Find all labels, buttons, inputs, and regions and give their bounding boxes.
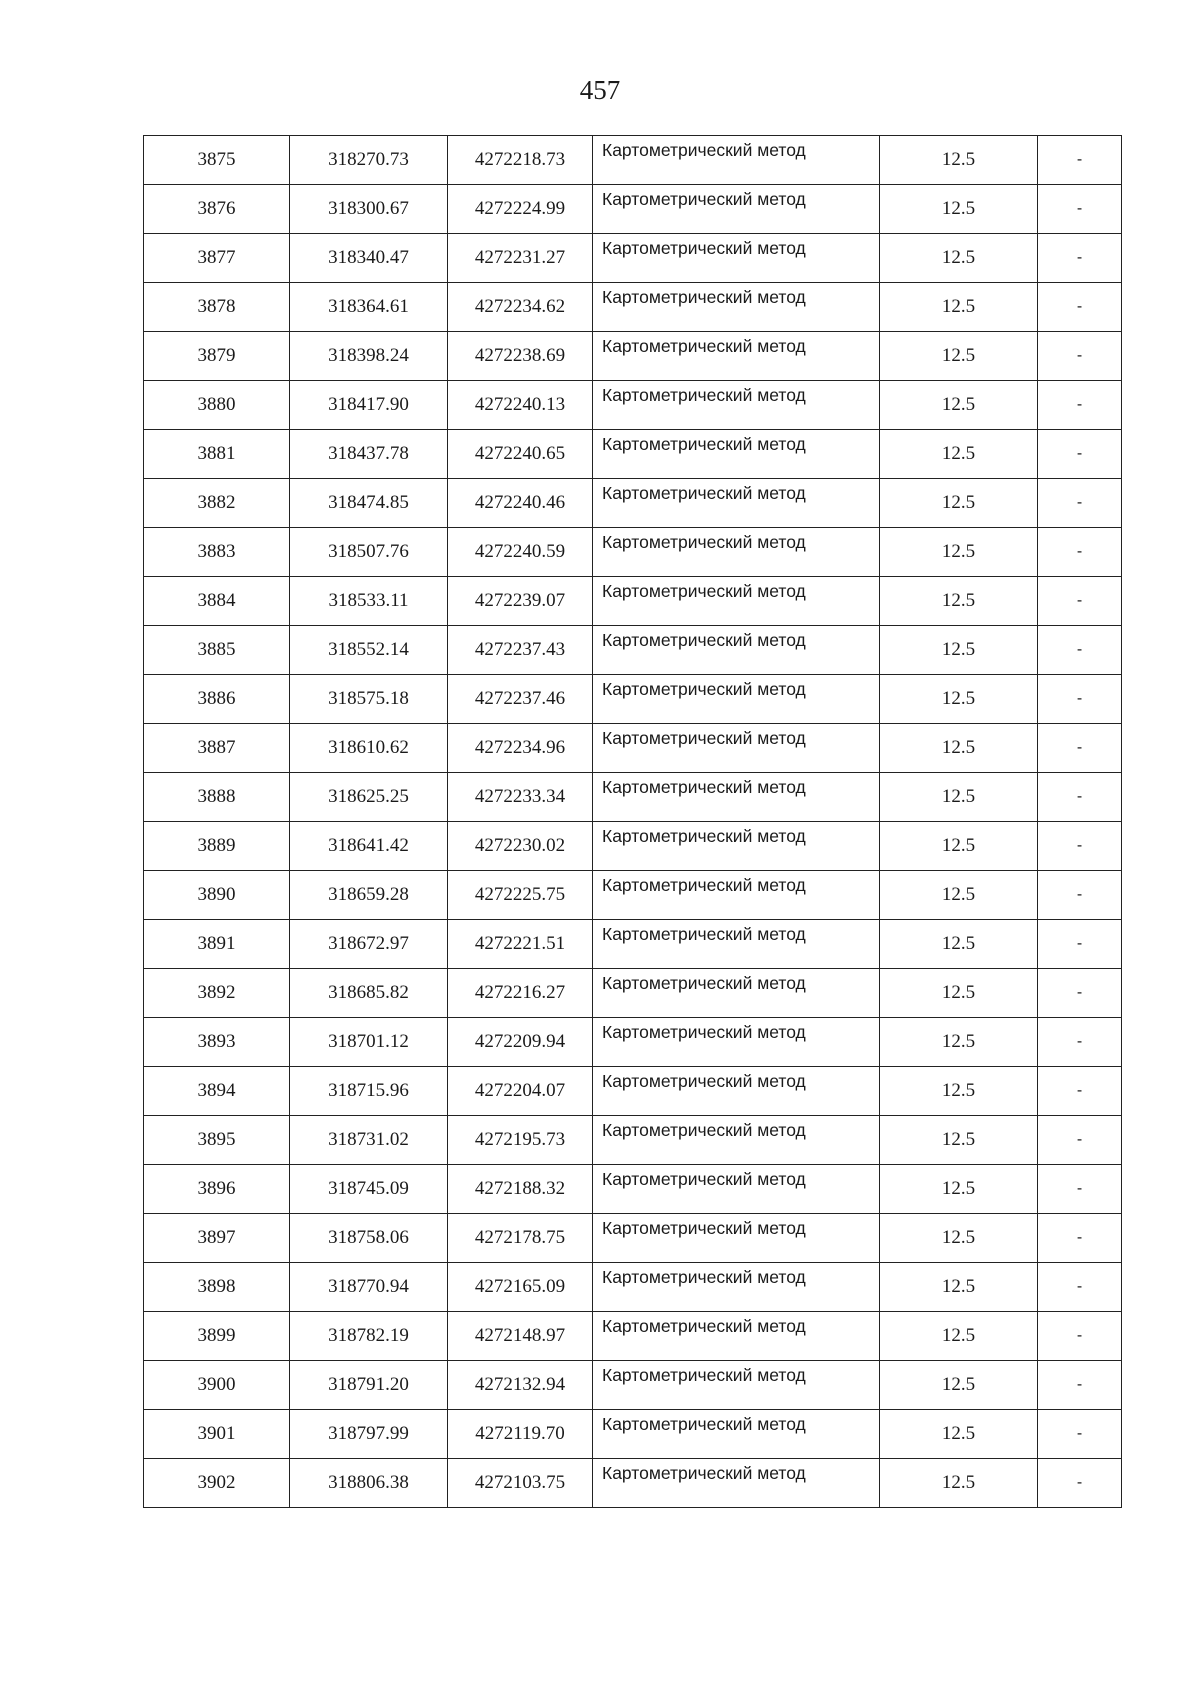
method-cell: Картометрический метод — [593, 185, 880, 234]
accuracy-cell: 12.5 — [880, 626, 1038, 675]
point-number-cell: 3883 — [144, 528, 290, 577]
accuracy-cell: 12.5 — [880, 1067, 1038, 1116]
x-coordinate-cell: 318300.67 — [290, 185, 448, 234]
method-cell: Картометрический метод — [593, 1263, 880, 1312]
y-coordinate-cell: 4272237.46 — [448, 675, 593, 724]
point-number-cell: 3890 — [144, 871, 290, 920]
accuracy-cell: 12.5 — [880, 577, 1038, 626]
x-coordinate-cell: 318610.62 — [290, 724, 448, 773]
x-coordinate-cell: 318806.38 — [290, 1459, 448, 1508]
method-cell: Картометрический метод — [593, 136, 880, 185]
note-cell: - — [1038, 479, 1122, 528]
point-number-cell: 3882 — [144, 479, 290, 528]
table-row — [144, 1067, 1122, 1116]
accuracy-cell: 12.5 — [880, 822, 1038, 871]
note-cell: - — [1038, 1067, 1122, 1116]
y-coordinate-cell: 4272238.69 — [448, 332, 593, 381]
note-cell: - — [1038, 773, 1122, 822]
method-cell: Картометрический метод — [593, 969, 880, 1018]
table-row — [144, 528, 1122, 577]
x-coordinate-cell: 318641.42 — [290, 822, 448, 871]
method-cell: Картометрический метод — [593, 822, 880, 871]
x-coordinate-cell: 318701.12 — [290, 1018, 448, 1067]
table-row — [144, 332, 1122, 381]
table-row — [144, 1116, 1122, 1165]
accuracy-cell: 12.5 — [880, 773, 1038, 822]
table-row — [144, 1214, 1122, 1263]
y-coordinate-cell: 4272178.75 — [448, 1214, 593, 1263]
method-cell: Картометрический метод — [593, 724, 880, 773]
note-cell: - — [1038, 1312, 1122, 1361]
note-cell: - — [1038, 871, 1122, 920]
table-row — [144, 1312, 1122, 1361]
y-coordinate-cell: 4272221.51 — [448, 920, 593, 969]
note-cell: - — [1038, 234, 1122, 283]
accuracy-cell: 12.5 — [880, 430, 1038, 479]
note-cell: - — [1038, 136, 1122, 185]
x-coordinate-cell: 318715.96 — [290, 1067, 448, 1116]
accuracy-cell: 12.5 — [880, 1116, 1038, 1165]
x-coordinate-cell: 318685.82 — [290, 969, 448, 1018]
method-cell: Картометрический метод — [593, 430, 880, 479]
table-row — [144, 1410, 1122, 1459]
y-coordinate-cell: 4272239.07 — [448, 577, 593, 626]
point-number-cell: 3896 — [144, 1165, 290, 1214]
x-coordinate-cell: 318552.14 — [290, 626, 448, 675]
coordinates-table-body — [144, 136, 1122, 1508]
table-row — [144, 920, 1122, 969]
x-coordinate-cell: 318507.76 — [290, 528, 448, 577]
y-coordinate-cell: 4272240.65 — [448, 430, 593, 479]
accuracy-cell: 12.5 — [880, 332, 1038, 381]
accuracy-cell: 12.5 — [880, 1459, 1038, 1508]
method-cell: Картометрический метод — [593, 1067, 880, 1116]
x-coordinate-cell: 318364.61 — [290, 283, 448, 332]
y-coordinate-cell: 4272119.70 — [448, 1410, 593, 1459]
method-cell: Картометрический метод — [593, 381, 880, 430]
method-cell: Картометрический метод — [593, 1361, 880, 1410]
y-coordinate-cell: 4272237.43 — [448, 626, 593, 675]
note-cell: - — [1038, 1116, 1122, 1165]
method-cell: Картометрический метод — [593, 234, 880, 283]
method-cell: Картометрический метод — [593, 871, 880, 920]
table-row — [144, 136, 1122, 185]
point-number-cell: 3875 — [144, 136, 290, 185]
method-cell: Картометрический метод — [593, 773, 880, 822]
page-number: 457 — [579, 75, 621, 105]
table-row — [144, 724, 1122, 773]
note-cell: - — [1038, 1263, 1122, 1312]
accuracy-cell: 12.5 — [880, 969, 1038, 1018]
note-cell: - — [1038, 381, 1122, 430]
accuracy-cell: 12.5 — [880, 234, 1038, 283]
point-number-cell: 3881 — [144, 430, 290, 479]
note-cell: - — [1038, 920, 1122, 969]
coordinates-table — [143, 135, 1122, 1508]
table-row — [144, 1459, 1122, 1508]
note-cell: - — [1038, 528, 1122, 577]
y-coordinate-cell: 4272224.99 — [448, 185, 593, 234]
method-cell: Картометрический метод — [593, 1459, 880, 1508]
y-coordinate-cell: 4272233.34 — [448, 773, 593, 822]
point-number-cell: 3884 — [144, 577, 290, 626]
point-number-cell: 3901 — [144, 1410, 290, 1459]
point-number-cell: 3888 — [144, 773, 290, 822]
accuracy-cell: 12.5 — [880, 1214, 1038, 1263]
table-row — [144, 871, 1122, 920]
table-row — [144, 479, 1122, 528]
point-number-cell: 3895 — [144, 1116, 290, 1165]
table-row — [144, 185, 1122, 234]
table-row — [144, 1361, 1122, 1410]
table-row — [144, 577, 1122, 626]
table-row — [144, 626, 1122, 675]
x-coordinate-cell: 318797.99 — [290, 1410, 448, 1459]
table-row — [144, 969, 1122, 1018]
y-coordinate-cell: 4272234.62 — [448, 283, 593, 332]
point-number-cell: 3887 — [144, 724, 290, 773]
accuracy-cell: 12.5 — [880, 1312, 1038, 1361]
accuracy-cell: 12.5 — [880, 185, 1038, 234]
point-number-cell: 3900 — [144, 1361, 290, 1410]
accuracy-cell: 12.5 — [880, 1263, 1038, 1312]
y-coordinate-cell: 4272165.09 — [448, 1263, 593, 1312]
note-cell: - — [1038, 1410, 1122, 1459]
note-cell: - — [1038, 724, 1122, 773]
y-coordinate-cell: 4272234.96 — [448, 724, 593, 773]
y-coordinate-cell: 4272204.07 — [448, 1067, 593, 1116]
y-coordinate-cell: 4272216.27 — [448, 969, 593, 1018]
accuracy-cell: 12.5 — [880, 136, 1038, 185]
x-coordinate-cell: 318791.20 — [290, 1361, 448, 1410]
accuracy-cell: 12.5 — [880, 381, 1038, 430]
note-cell: - — [1038, 1165, 1122, 1214]
table-row — [144, 1263, 1122, 1312]
point-number-cell: 3899 — [144, 1312, 290, 1361]
y-coordinate-cell: 4272240.46 — [448, 479, 593, 528]
x-coordinate-cell: 318659.28 — [290, 871, 448, 920]
point-number-cell: 3877 — [144, 234, 290, 283]
method-cell: Картометрический метод — [593, 675, 880, 724]
y-coordinate-cell: 4272240.13 — [448, 381, 593, 430]
note-cell: - — [1038, 185, 1122, 234]
point-number-cell: 3902 — [144, 1459, 290, 1508]
method-cell: Картометрический метод — [593, 1116, 880, 1165]
point-number-cell: 3879 — [144, 332, 290, 381]
x-coordinate-cell: 318398.24 — [290, 332, 448, 381]
y-coordinate-cell: 4272103.75 — [448, 1459, 593, 1508]
x-coordinate-cell: 318625.25 — [290, 773, 448, 822]
point-number-cell: 3880 — [144, 381, 290, 430]
y-coordinate-cell: 4272148.97 — [448, 1312, 593, 1361]
accuracy-cell: 12.5 — [880, 1410, 1038, 1459]
accuracy-cell: 12.5 — [880, 1018, 1038, 1067]
accuracy-cell: 12.5 — [880, 283, 1038, 332]
method-cell: Картометрический метод — [593, 1214, 880, 1263]
y-coordinate-cell: 4272188.32 — [448, 1165, 593, 1214]
method-cell: Картометрический метод — [593, 1410, 880, 1459]
x-coordinate-cell: 318758.06 — [290, 1214, 448, 1263]
note-cell: - — [1038, 283, 1122, 332]
y-coordinate-cell: 4272240.59 — [448, 528, 593, 577]
point-number-cell: 3878 — [144, 283, 290, 332]
point-number-cell: 3889 — [144, 822, 290, 871]
accuracy-cell: 12.5 — [880, 479, 1038, 528]
accuracy-cell: 12.5 — [880, 920, 1038, 969]
y-coordinate-cell: 4272132.94 — [448, 1361, 593, 1410]
accuracy-cell: 12.5 — [880, 1165, 1038, 1214]
y-coordinate-cell: 4272218.73 — [448, 136, 593, 185]
method-cell: Картометрический метод — [593, 479, 880, 528]
method-cell: Картометрический метод — [593, 1018, 880, 1067]
point-number-cell: 3891 — [144, 920, 290, 969]
x-coordinate-cell: 318782.19 — [290, 1312, 448, 1361]
accuracy-cell: 12.5 — [880, 1361, 1038, 1410]
accuracy-cell: 12.5 — [880, 528, 1038, 577]
x-coordinate-cell: 318474.85 — [290, 479, 448, 528]
point-number-cell: 3893 — [144, 1018, 290, 1067]
y-coordinate-cell: 4272209.94 — [448, 1018, 593, 1067]
note-cell: - — [1038, 1459, 1122, 1508]
x-coordinate-cell: 318437.78 — [290, 430, 448, 479]
note-cell: - — [1038, 577, 1122, 626]
method-cell: Картометрический метод — [593, 626, 880, 675]
table-row — [144, 822, 1122, 871]
note-cell: - — [1038, 332, 1122, 381]
x-coordinate-cell: 318731.02 — [290, 1116, 448, 1165]
point-number-cell: 3885 — [144, 626, 290, 675]
method-cell: Картометрический метод — [593, 528, 880, 577]
point-number-cell: 3897 — [144, 1214, 290, 1263]
table-row — [144, 234, 1122, 283]
y-coordinate-cell: 4272231.27 — [448, 234, 593, 283]
note-cell: - — [1038, 626, 1122, 675]
x-coordinate-cell: 318417.90 — [290, 381, 448, 430]
table-row — [144, 283, 1122, 332]
point-number-cell: 3898 — [144, 1263, 290, 1312]
x-coordinate-cell: 318340.47 — [290, 234, 448, 283]
y-coordinate-cell: 4272225.75 — [448, 871, 593, 920]
note-cell: - — [1038, 1018, 1122, 1067]
x-coordinate-cell: 318745.09 — [290, 1165, 448, 1214]
table-row — [144, 675, 1122, 724]
method-cell: Картометрический метод — [593, 1312, 880, 1361]
accuracy-cell: 12.5 — [880, 675, 1038, 724]
x-coordinate-cell: 318770.94 — [290, 1263, 448, 1312]
point-number-cell: 3886 — [144, 675, 290, 724]
point-number-cell: 3894 — [144, 1067, 290, 1116]
x-coordinate-cell: 318672.97 — [290, 920, 448, 969]
note-cell: - — [1038, 1214, 1122, 1263]
note-cell: - — [1038, 969, 1122, 1018]
method-cell: Картометрический метод — [593, 283, 880, 332]
point-number-cell: 3876 — [144, 185, 290, 234]
note-cell: - — [1038, 430, 1122, 479]
table-row — [144, 773, 1122, 822]
note-cell: - — [1038, 1361, 1122, 1410]
accuracy-cell: 12.5 — [880, 871, 1038, 920]
accuracy-cell: 12.5 — [880, 724, 1038, 773]
note-cell: - — [1038, 675, 1122, 724]
method-cell: Картометрический метод — [593, 920, 880, 969]
method-cell: Картометрический метод — [593, 332, 880, 381]
x-coordinate-cell: 318575.18 — [290, 675, 448, 724]
table-row — [144, 1018, 1122, 1067]
table-row — [144, 1165, 1122, 1214]
y-coordinate-cell: 4272230.02 — [448, 822, 593, 871]
table-row — [144, 430, 1122, 479]
x-coordinate-cell: 318270.73 — [290, 136, 448, 185]
note-cell: - — [1038, 822, 1122, 871]
x-coordinate-cell: 318533.11 — [290, 577, 448, 626]
point-number-cell: 3892 — [144, 969, 290, 1018]
y-coordinate-cell: 4272195.73 — [448, 1116, 593, 1165]
table-row — [144, 381, 1122, 430]
method-cell: Картометрический метод — [593, 1165, 880, 1214]
method-cell: Картометрический метод — [593, 577, 880, 626]
